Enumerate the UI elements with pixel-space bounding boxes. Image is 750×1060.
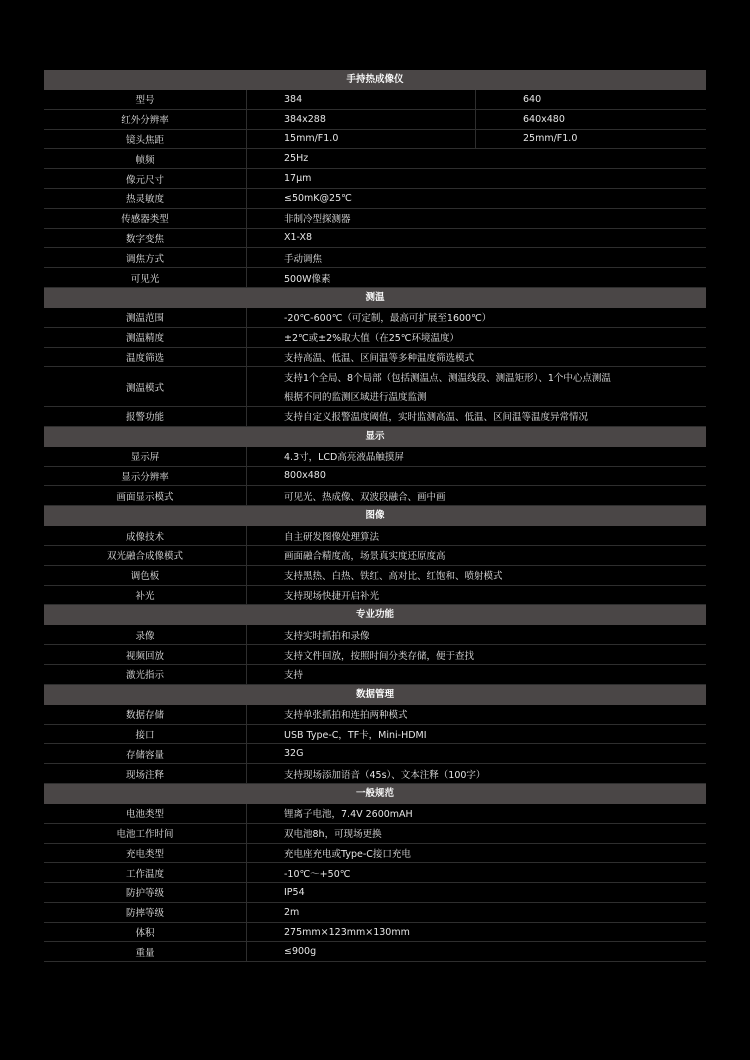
spec-value: [247, 367, 706, 406]
spec-label: 显示屏: [44, 447, 247, 466]
spec-label: 帧频: [44, 149, 247, 168]
spec-label: 录像: [44, 625, 247, 644]
section-header: 图像: [44, 506, 706, 526]
section-header: 手持热成像仪: [44, 70, 706, 90]
spec-row: [44, 130, 706, 150]
spec-label: 体积: [44, 923, 247, 942]
spec-value-pair: [247, 90, 706, 109]
spec-value: -10℃～+50℃: [284, 868, 351, 880]
spec-value: 双电池8h，可现场更换: [284, 829, 382, 841]
spec-value: 支持现场快捷开启补光: [284, 590, 380, 602]
spec-label: 双光融合成像模式: [44, 546, 247, 565]
spec-row: [44, 209, 706, 229]
spec-value-line: 支持1个全局、8个局部（包括测温点、测温线段、测温矩形）、1个中心点测温: [284, 373, 611, 384]
spec-value: IP54: [284, 886, 305, 898]
spec-row: [44, 229, 706, 249]
spec-row: [44, 725, 706, 745]
spec-value: USB Type-C，TF卡，Mini-HDMI: [284, 729, 427, 741]
spec-value: 支持文件回放，按照时间分类存储，便于查找: [284, 650, 475, 662]
spec-value: 手动调焦: [284, 253, 323, 265]
spec-label: 调焦方式: [44, 248, 247, 267]
spec-value: 锂离子电池，7.4V 2600mAH: [284, 809, 413, 821]
spec-value-640: 640: [523, 93, 542, 105]
spec-label: 激光指示: [44, 665, 247, 684]
spec-row: [44, 824, 706, 844]
spec-label: 成像技术: [44, 526, 247, 545]
section-header: 显示: [44, 427, 706, 447]
spec-row: [44, 149, 706, 169]
spec-row: [44, 169, 706, 189]
spec-label: 数据存储: [44, 705, 247, 724]
spec-row: [44, 586, 706, 606]
spec-label: 测温精度: [44, 328, 247, 347]
spec-row: [44, 903, 706, 923]
spec-value: 支持黑热、白热、铁红、高对比、红饱和、喷射模式: [284, 571, 503, 583]
spec-value-line: 根据不同的监测区域进行温度监测: [284, 392, 427, 404]
spec-row: [44, 447, 706, 467]
spec-row: [44, 764, 706, 784]
spec-value-384: 384x288: [247, 110, 476, 129]
spec-label: 现场注释: [44, 764, 247, 783]
spec-row: [44, 407, 706, 427]
spec-label: 测温范围: [44, 308, 247, 327]
spec-label: 存储容量: [44, 744, 247, 763]
spec-row: [44, 90, 706, 110]
spec-value: 支持: [284, 670, 304, 682]
spec-label: 防护等级: [44, 883, 247, 902]
spec-row: [44, 367, 706, 407]
spec-row: [44, 308, 706, 328]
spec-value: 自主研发图像处理算法: [284, 531, 380, 543]
spec-row: [44, 883, 706, 903]
spec-value-384: 15mm/F1.0: [247, 130, 476, 149]
spec-row: [44, 665, 706, 685]
spec-row: [44, 348, 706, 368]
spec-row: [44, 248, 706, 268]
spec-value: ≤50mK@25℃: [284, 192, 352, 204]
spec-label: 测温模式: [44, 367, 247, 406]
spec-label: 可见光: [44, 268, 247, 287]
spec-value-pair: [247, 110, 706, 129]
spec-row: [44, 844, 706, 864]
spec-row: [44, 268, 706, 288]
spec-label: 温度筛选: [44, 348, 247, 367]
section-header: 一般规范: [44, 784, 706, 804]
spec-value: 充电座充电或Type-C接口充电: [284, 848, 411, 860]
spec-value-640: 640x480: [523, 113, 565, 125]
spec-label: 热灵敏度: [44, 189, 247, 208]
spec-label: 接口: [44, 725, 247, 744]
spec-value: 800x480: [284, 470, 326, 482]
spec-value: ±2℃或±2%取大值（在25℃环境温度）: [284, 333, 459, 345]
spec-value: 支持高温、低温、区间温等多种温度筛选模式: [284, 352, 475, 364]
spec-label: 型号: [44, 90, 247, 109]
spec-row: [44, 526, 706, 546]
spec-value: 4.3寸，LCD高亮液晶触摸屏: [284, 452, 404, 464]
spec-value: 支持实时抓拍和录像: [284, 630, 370, 642]
spec-label: 充电类型: [44, 844, 247, 863]
spec-row: [44, 566, 706, 586]
spec-value-384: 384: [247, 90, 476, 109]
section-header: 专业功能: [44, 605, 706, 625]
spec-value-pair: [247, 130, 706, 149]
spec-label: 调色板: [44, 566, 247, 585]
spec-label: 重量: [44, 942, 247, 961]
spec-row: [44, 863, 706, 883]
spec-value: 2m: [284, 906, 300, 918]
spec-value: 275mm×123mm×130mm: [284, 926, 410, 938]
section-header: 测温: [44, 288, 706, 308]
spec-label: 补光: [44, 586, 247, 605]
spec-label: 数字变焦: [44, 229, 247, 248]
spec-row: [44, 189, 706, 209]
spec-value: 支持现场添加语音（45s）、文本注释（100字）: [284, 769, 486, 781]
spec-value-640: 25mm/F1.0: [523, 133, 578, 145]
spec-label: 报警功能: [44, 407, 247, 426]
spec-value: ≤900g: [284, 946, 317, 958]
spec-row: [44, 486, 706, 506]
spec-table: [44, 70, 706, 962]
spec-value: 画面融合精度高，场景真实度还原度高: [284, 551, 446, 563]
spec-row: [44, 705, 706, 725]
spec-row: [44, 546, 706, 566]
spec-value: 非制冷型探测器: [284, 214, 351, 226]
spec-value: -20℃-600℃（可定制，最高可扩展至1600℃）: [284, 313, 492, 325]
spec-row: [44, 328, 706, 348]
spec-label: 红外分辨率: [44, 110, 247, 129]
spec-row: [44, 942, 706, 962]
spec-value: 支持单张抓拍和连拍两种模式: [284, 710, 408, 722]
section-header: 数据管理: [44, 685, 706, 705]
spec-label: 防摔等级: [44, 903, 247, 922]
spec-row: [44, 804, 706, 824]
spec-value: 500W像素: [284, 273, 331, 285]
spec-label: 工作温度: [44, 863, 247, 882]
spec-value: X1-X8: [284, 232, 313, 244]
spec-row: [44, 110, 706, 130]
spec-row: [44, 645, 706, 665]
spec-label: 显示分辨率: [44, 467, 247, 486]
spec-value: 可见光、热成像、双波段融合、画中画: [284, 491, 446, 503]
spec-label: 电池类型: [44, 804, 247, 823]
spec-value: 支持自定义报警温度阈值，实时监测高温、低温、区间温等温度异常情况: [284, 412, 589, 424]
spec-label: 像元尺寸: [44, 169, 247, 188]
spec-value: 25Hz: [284, 153, 309, 165]
spec-value: 17μm: [284, 173, 312, 185]
spec-label: 传感器类型: [44, 209, 247, 228]
spec-row: [44, 467, 706, 487]
spec-label: 视频回放: [44, 645, 247, 664]
spec-label: 画面显示模式: [44, 486, 247, 505]
spec-label: 镜头焦距: [44, 130, 247, 149]
spec-row: [44, 625, 706, 645]
spec-value: 32G: [284, 748, 304, 760]
spec-row: [44, 923, 706, 943]
spec-label: 电池工作时间: [44, 824, 247, 843]
spec-row: [44, 744, 706, 764]
